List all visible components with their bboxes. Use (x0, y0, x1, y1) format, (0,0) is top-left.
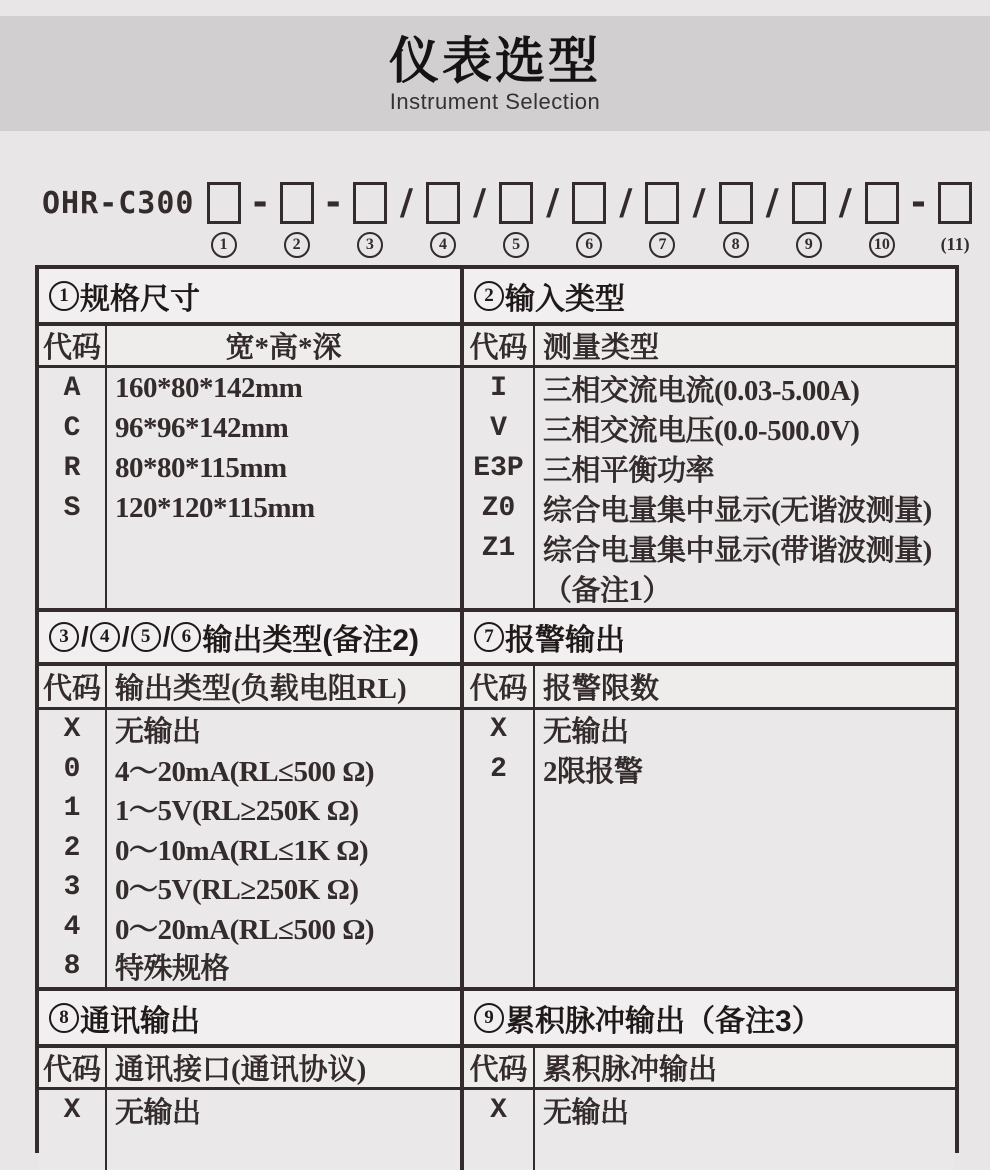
table-row (39, 947, 460, 987)
desc-column-header: 测量类型 (543, 332, 660, 364)
position-label (869, 231, 895, 258)
model-code-box (499, 182, 533, 224)
code-cell: 0 (63, 753, 81, 785)
model-position (499, 182, 533, 258)
circled-number: 7 (474, 622, 504, 652)
slash-separator: / (472, 182, 487, 223)
table-row (39, 1090, 460, 1131)
slash-separator: / (81, 621, 89, 652)
desc-cell: 三相平衡功率 (543, 454, 715, 487)
desc-cell: 4～20mA(RL≤500 Ω) (115, 755, 375, 788)
section-header (39, 612, 460, 666)
table-row (464, 448, 955, 488)
code-cell: I (490, 372, 507, 404)
code-cell: V (490, 412, 507, 444)
slash-separator: / (765, 182, 779, 223)
model-code-box (280, 182, 314, 224)
desc-cell: 无输出 (115, 1097, 201, 1129)
column-header-row (39, 666, 460, 710)
slash-separator: / (121, 621, 130, 652)
desc-cell: 无输出 (543, 1097, 629, 1129)
section-title: 累积脉冲输出（备注3） (505, 1004, 822, 1038)
section-title: 报警输出 (505, 624, 625, 657)
desc-cell: 综合电量集中显示(带谐波测量) (543, 534, 932, 567)
code-column-header: 代码 (469, 1054, 528, 1086)
table-row (464, 488, 955, 528)
code-column-header: 代码 (42, 332, 101, 364)
dash-separator: - (252, 182, 268, 223)
position-label (284, 231, 310, 258)
column-header-row (464, 326, 955, 368)
column-header-row (464, 666, 955, 710)
circled-number: 8 (49, 1003, 79, 1033)
desc-column-header: 报警限数 (543, 673, 660, 705)
model-code-box (865, 182, 899, 224)
circled-number: 7 (649, 232, 675, 258)
model-code-box (207, 182, 241, 224)
title-banner (0, 16, 990, 131)
section-header (39, 269, 460, 326)
page-subtitle: Instrument Selection (389, 88, 601, 114)
section-header (464, 269, 955, 326)
circled-number: 6 (171, 622, 201, 652)
table-row (464, 368, 955, 408)
section-pulse-output (460, 991, 955, 1170)
circled-number: 5 (131, 622, 161, 652)
code-cell: Z1 (481, 532, 516, 564)
desc-cell: 三相交流电压(0.0-500.0V) (543, 414, 860, 447)
model-code-box (572, 182, 606, 224)
code-cell: X (490, 1095, 507, 1126)
code-cell: C (63, 412, 81, 444)
model-position (572, 182, 606, 258)
table-body (464, 368, 955, 608)
model-code-box (353, 182, 387, 224)
model-code-box (719, 182, 753, 224)
selection-table (35, 265, 959, 1153)
code-cell: Z0 (481, 492, 516, 524)
position-label (723, 231, 749, 258)
section-input-type (460, 269, 955, 608)
position-label (576, 231, 602, 258)
desc-column-header: 宽*高*深 (225, 332, 342, 364)
model-position (207, 182, 241, 258)
code-cell: X (63, 714, 81, 746)
section-title: 输入类型 (505, 282, 625, 316)
section-header (464, 991, 955, 1048)
table-row (464, 568, 955, 608)
section-output-type (39, 612, 460, 987)
section-comm-output (39, 991, 460, 1170)
table-body (464, 710, 955, 987)
position-label (357, 231, 383, 258)
desc-cell: 1～5V(RL≥250K Ω) (115, 795, 359, 828)
code-cell: R (63, 452, 81, 484)
code-column-header: 代码 (42, 1054, 101, 1086)
table-row (39, 789, 460, 829)
desc-cell: 三相交流电流(0.03-5.00A) (543, 374, 860, 407)
table-row (39, 829, 460, 869)
table-row (39, 408, 460, 448)
desc-cell: 96*96*142mm (115, 411, 289, 444)
desc-column-header: 输出类型(负载电阻RL) (115, 673, 407, 705)
position-label (430, 231, 456, 258)
section-title: 输出类型(备注2) (202, 624, 420, 657)
code-cell: A (63, 372, 81, 404)
desc-cell: 0～10mA(RL≤1K Ω) (115, 834, 369, 867)
code-cell: 2 (63, 832, 81, 864)
section-alarm-output (460, 612, 955, 987)
model-code-box (426, 182, 460, 224)
circled-number: 4 (430, 232, 456, 258)
slash-separator: / (619, 182, 633, 223)
table-body (39, 710, 460, 987)
model-code-box (792, 182, 826, 224)
circled-number: (11) (940, 234, 970, 254)
position-label (211, 231, 237, 258)
model-position (865, 182, 899, 258)
circled-number: 3 (49, 622, 79, 652)
table-body (39, 368, 460, 608)
position-label (941, 231, 970, 258)
desc-cell: 综合电量集中显示(无谐波测量) (543, 494, 932, 527)
slash-separator: / (692, 182, 706, 223)
table-row (39, 368, 460, 408)
model-code-box (645, 182, 679, 224)
model-position (719, 182, 753, 258)
desc-cell: 2限报警 (543, 755, 643, 788)
dash-separator: - (911, 182, 926, 223)
position-label (503, 231, 529, 258)
table-band-3 (39, 987, 955, 1170)
dash-separator: - (325, 182, 341, 223)
desc-cell: 120*120*115mm (115, 491, 315, 524)
circled-number: 5 (503, 232, 529, 258)
column-header-row (39, 1048, 460, 1090)
model-position (938, 182, 972, 258)
position-label (796, 231, 822, 258)
desc-cell: （备注1） (543, 574, 672, 607)
circled-number: 2 (284, 232, 310, 258)
column-header-row (39, 326, 460, 368)
desc-cell: 80*80*115mm (115, 451, 287, 484)
table-body (39, 1090, 460, 1170)
table-row (464, 750, 955, 790)
desc-cell: 0～20mA(RL≤500 Ω) (115, 913, 375, 946)
desc-cell: 无输出 (543, 716, 629, 749)
model-prefix: OHR-C300 (42, 186, 195, 221)
table-row (39, 488, 460, 528)
table-row (464, 710, 955, 750)
section-title: 通讯输出 (80, 1004, 200, 1038)
desc-cell: 160*80*142mm (115, 371, 303, 404)
position-label (649, 231, 675, 258)
table-row (464, 408, 955, 448)
model-position (353, 182, 387, 258)
circled-number: 3 (357, 232, 383, 258)
desc-column-header: 通讯接口(通讯协议) (115, 1054, 367, 1086)
desc-cell: 无输出 (115, 716, 201, 749)
slash-separator: / (838, 182, 852, 223)
model-position (792, 182, 826, 258)
circled-number: 8 (723, 232, 749, 258)
desc-cell: 特殊规格 (115, 953, 230, 986)
circled-number: 1 (211, 232, 237, 258)
circled-number: 4 (90, 622, 120, 652)
code-cell: S (63, 492, 81, 524)
code-column-header: 代码 (469, 332, 528, 364)
section-header (464, 612, 955, 666)
table-band-1 (39, 269, 955, 608)
table-row (464, 528, 955, 568)
code-column-header: 代码 (42, 673, 101, 705)
page-title: 仪表选型 (389, 32, 601, 89)
section-title: 规格尺寸 (80, 282, 200, 316)
code-cell: X (63, 1095, 81, 1126)
model-position (280, 182, 314, 258)
model-position (426, 182, 460, 258)
circled-number: 1 (49, 281, 79, 311)
model-code-box (938, 182, 972, 224)
table-row (39, 710, 460, 750)
table-row (39, 908, 460, 948)
table-row (39, 750, 460, 790)
code-cell: 3 (63, 872, 81, 904)
table-body (464, 1090, 955, 1170)
desc-cell: 0～5V(RL≥250K Ω) (115, 874, 359, 907)
table-row (39, 448, 460, 488)
desc-column-header: 累积脉冲输出 (543, 1054, 718, 1086)
circled-number: 10 (869, 232, 895, 258)
code-cell: E3P (473, 452, 524, 484)
code-cell: 2 (490, 753, 507, 785)
code-column-header: 代码 (469, 673, 528, 705)
table-row (39, 868, 460, 908)
table-band-2 (39, 608, 955, 987)
section-spec-size (39, 269, 460, 608)
circled-number: 6 (576, 232, 602, 258)
column-header-row (464, 1048, 955, 1090)
code-cell: X (490, 714, 507, 746)
code-cell: 1 (63, 793, 81, 825)
slash-separator: / (162, 621, 171, 652)
slash-separator: / (546, 182, 560, 223)
circled-number: 9 (796, 232, 822, 258)
slash-separator: / (399, 182, 413, 223)
circled-number: 9 (474, 1003, 504, 1033)
model-position (645, 182, 679, 258)
code-cell: 8 (63, 951, 81, 983)
code-cell: 4 (63, 911, 81, 943)
model-code-row (42, 182, 972, 258)
section-header (39, 991, 460, 1048)
table-row (464, 1090, 955, 1131)
circled-number: 2 (474, 281, 504, 311)
